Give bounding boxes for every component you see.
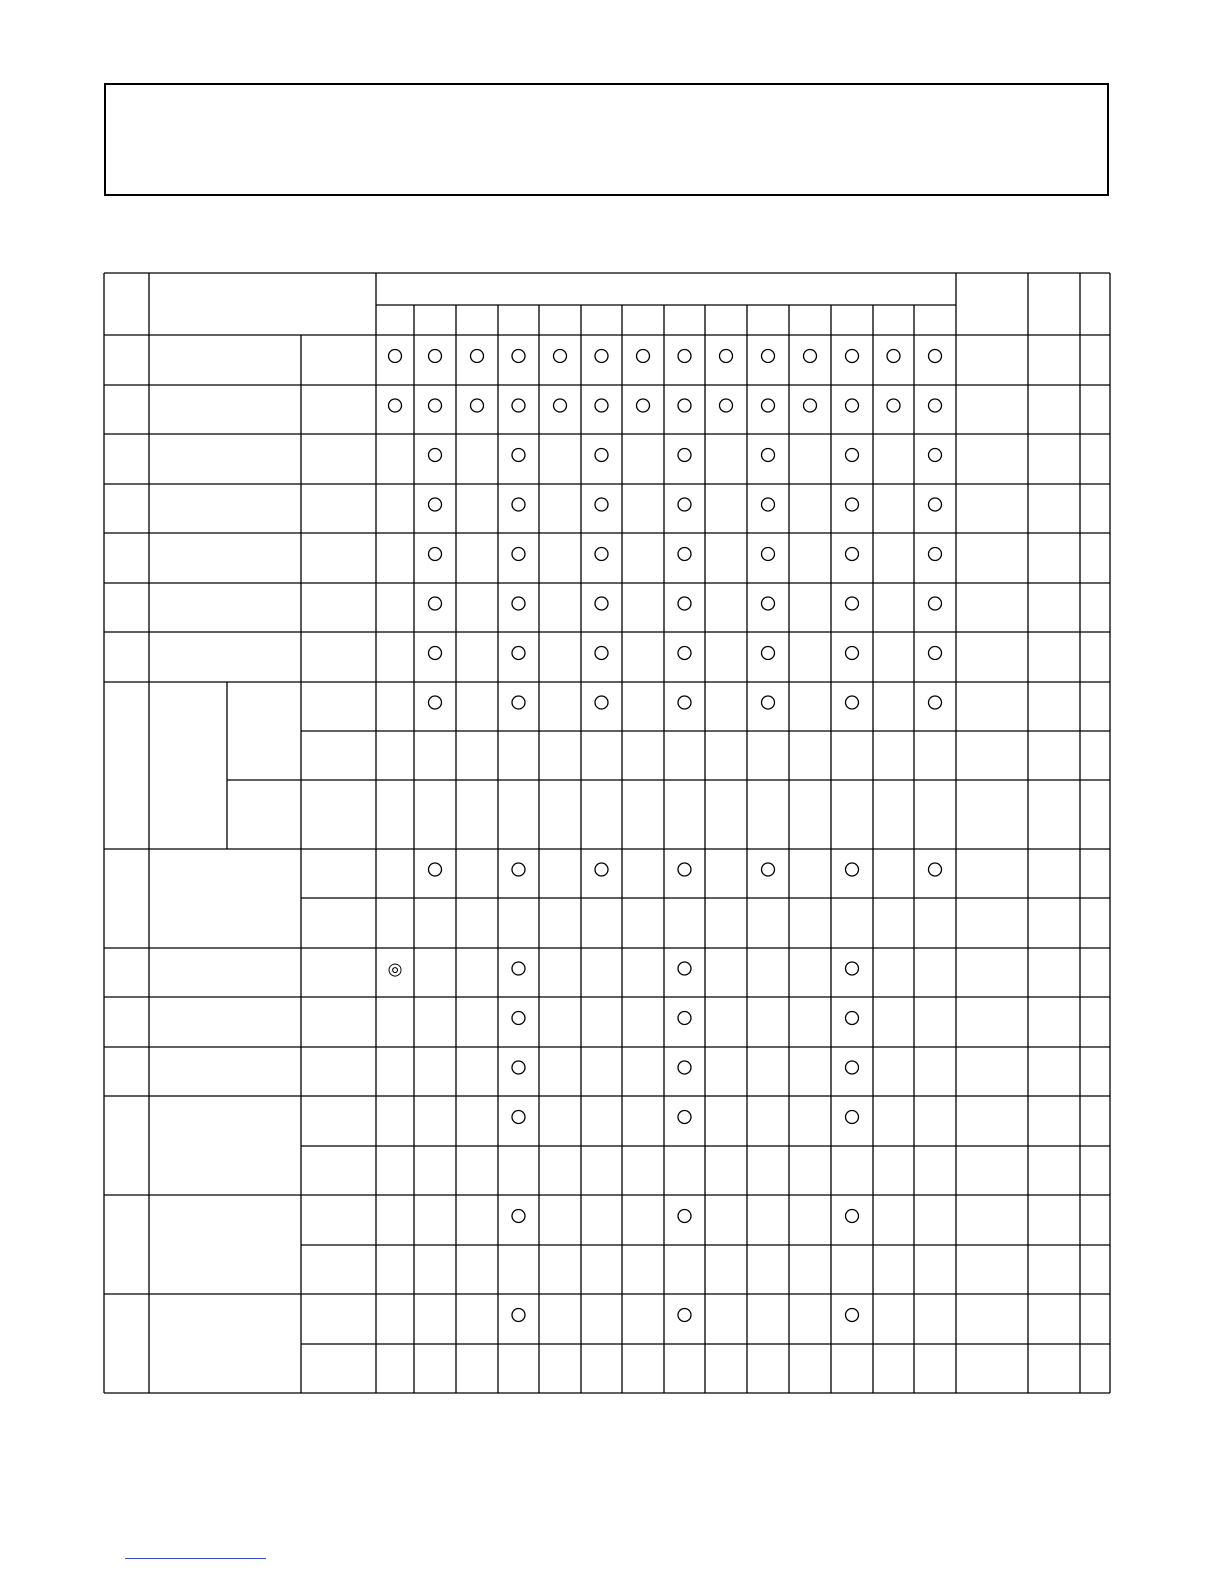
circle-mark (929, 399, 942, 412)
circle-mark (804, 350, 817, 363)
circle-mark (471, 399, 484, 412)
circle-mark (720, 350, 733, 363)
circle-mark (846, 449, 859, 462)
circle-mark (512, 1061, 525, 1074)
circle-mark (512, 399, 525, 412)
footnote-rule (125, 1558, 266, 1559)
circle-mark (429, 647, 442, 660)
circle-mark (678, 962, 691, 975)
circle-mark (846, 1210, 859, 1223)
circle-mark (762, 498, 775, 511)
circle-mark (595, 548, 608, 561)
circle-mark (389, 350, 402, 363)
circle-mark (512, 962, 525, 975)
circle-mark (762, 350, 775, 363)
circle-mark (512, 449, 525, 462)
circle-mark (846, 863, 859, 876)
circle-mark (512, 498, 525, 511)
circle-mark (389, 399, 402, 412)
circle-mark (512, 1111, 525, 1124)
circle-mark (929, 498, 942, 511)
circle-mark (678, 696, 691, 709)
circle-mark (762, 647, 775, 660)
circle-mark (762, 548, 775, 561)
circle-mark (678, 350, 691, 363)
circle-mark (846, 696, 859, 709)
circle-mark (637, 399, 650, 412)
circle-mark (846, 647, 859, 660)
circle-mark (554, 350, 567, 363)
circle-mark (637, 350, 650, 363)
circle-mark (595, 399, 608, 412)
circle-mark (887, 350, 900, 363)
circle-mark (678, 863, 691, 876)
circle-mark (678, 1309, 691, 1322)
circle-mark (512, 1210, 525, 1223)
circle-mark (471, 350, 484, 363)
circle-mark (678, 1061, 691, 1074)
circle-mark (678, 1210, 691, 1223)
circle-mark (929, 647, 942, 660)
circle-mark (512, 696, 525, 709)
circle-mark (846, 399, 859, 412)
circle-mark (846, 548, 859, 561)
circle-mark (846, 1061, 859, 1074)
circle-mark (720, 399, 733, 412)
circle-mark (595, 597, 608, 610)
circle-mark (429, 498, 442, 511)
circle-mark (429, 350, 442, 363)
circle-mark (512, 647, 525, 660)
circle-mark (929, 350, 942, 363)
circle-mark (678, 498, 691, 511)
circle-mark (678, 449, 691, 462)
circle-mark (595, 350, 608, 363)
double-circle-mark: ◎ (387, 959, 403, 980)
circle-mark (429, 399, 442, 412)
circle-mark (595, 647, 608, 660)
circle-mark (678, 597, 691, 610)
circle-mark (762, 449, 775, 462)
circle-mark (429, 548, 442, 561)
circle-mark (595, 863, 608, 876)
circle-mark (678, 1111, 691, 1124)
circle-mark (678, 548, 691, 561)
circle-mark (762, 863, 775, 876)
circle-mark (762, 696, 775, 709)
circle-mark (512, 1309, 525, 1322)
circle-mark (762, 597, 775, 610)
circle-mark (512, 548, 525, 561)
circle-mark (929, 449, 942, 462)
circle-mark (846, 498, 859, 511)
circle-mark (512, 863, 525, 876)
circle-mark (678, 1012, 691, 1025)
circle-mark (512, 597, 525, 610)
circle-mark (929, 696, 942, 709)
circle-mark (554, 399, 567, 412)
circle-mark (595, 449, 608, 462)
circle-mark (846, 1111, 859, 1124)
circle-mark (595, 696, 608, 709)
circle-mark (678, 647, 691, 660)
circle-mark (762, 399, 775, 412)
circle-mark (429, 449, 442, 462)
circle-mark (846, 350, 859, 363)
circle-mark (929, 597, 942, 610)
circle-mark (846, 1012, 859, 1025)
circle-mark (804, 399, 817, 412)
circle-mark (595, 498, 608, 511)
circle-mark (429, 597, 442, 610)
circle-mark (429, 696, 442, 709)
circle-mark (846, 597, 859, 610)
circle-mark (929, 863, 942, 876)
circle-mark (887, 399, 900, 412)
circle-mark (512, 350, 525, 363)
circle-mark (678, 399, 691, 412)
circle-mark (512, 1012, 525, 1025)
circle-mark (929, 548, 942, 561)
circle-mark (429, 863, 442, 876)
circle-mark (846, 1309, 859, 1322)
circle-mark (846, 962, 859, 975)
